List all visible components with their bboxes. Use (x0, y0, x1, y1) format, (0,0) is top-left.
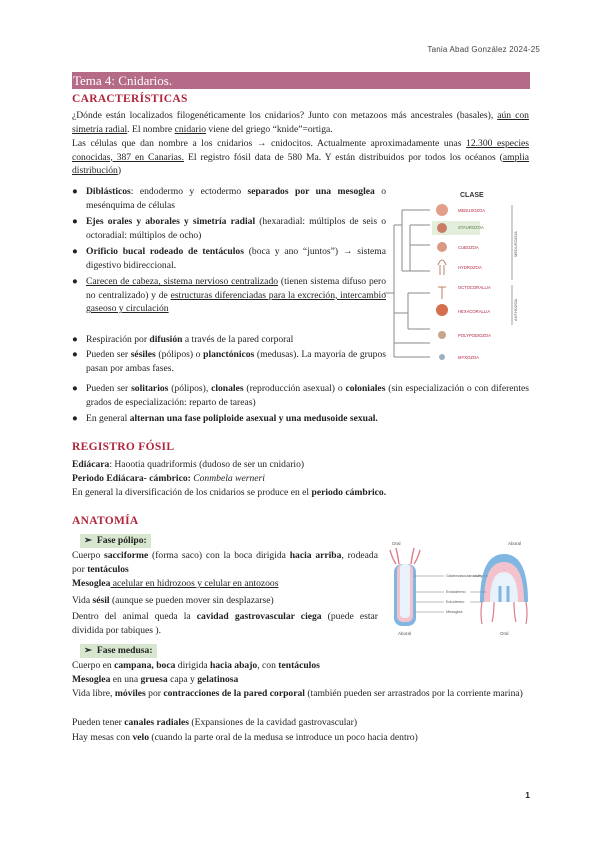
phase-medusa-label: ➢ Fase medusa: (80, 644, 157, 658)
arrow-icon: ➢ (84, 645, 93, 656)
fossil-line-3: En general la diversificación de los cnidarios se produce en el periodo cámbrico. (72, 487, 387, 498)
page-number: 1 (525, 790, 530, 800)
intro-paragraph-2: Las células que dan nombre a los cnidarios → cnidocitos. Actualmente aproximadamente unas 12.300 especies conocidas, 387 en Canarias. El registro fósil data de 580 Ma. Y están distribuidos por todos los océanos (amplia distribución) (72, 138, 529, 177)
polyp-medusa-anatomy-figure (384, 536, 530, 638)
author-header: Tania Abad González 2024-25 (427, 45, 540, 54)
taxon-label: CUBOZOA (458, 245, 479, 250)
medusa-line-1: Cuerpo en campana, boca dirigida hacia abajo, con tentáculos (72, 660, 320, 671)
intro-paragraph-1: ¿Dónde están localizados filogenéticamente los cnidarios? Junto con metazoos más ancestrales (basales), aún con simetría radial. El nombre cnidario viene del griego “knide”=ortiga. (72, 110, 529, 135)
section-caracteristicas: CARACTERÍSTICAS (72, 93, 188, 105)
organism-icon (436, 204, 448, 216)
polyp-diagram (390, 548, 420, 626)
section-anatomia: ANATOMÍA (72, 515, 139, 527)
fossil-line-1: Ediácara: Haootia quadriformis (dudoso de ser un cnidario) (72, 459, 305, 470)
polyp-line-2: Mesoglea acelular en hidrozoos y celular en antozoos (72, 578, 279, 589)
topic-title: Tema 4: Cnidarios. (72, 72, 530, 89)
section-registro: REGISTRO FÓSIL (72, 441, 175, 453)
taxon-label: HYDROZOA (458, 265, 482, 270)
fig-label: Gastrovascular cavity (446, 574, 483, 578)
fig-label: Mesoglea (446, 610, 463, 614)
taxon-label: MYXOZOA (458, 355, 479, 360)
cnidaria-phylogeny-figure (380, 185, 528, 375)
medusa-line-3: Vida libre, móviles por contracciones de la pared corporal (también pueden ser arrastrados por la corriente marina) (72, 688, 523, 699)
fig-label: Aboral (398, 631, 412, 636)
taxon-label: POLYPODIOZOA (458, 333, 491, 338)
taxon-label: STAUROZOA (458, 225, 484, 230)
medusa-line-4: Pueden tener canales radiales (Expansiones de la cavidad gastrovascular) (72, 717, 358, 728)
fig-label: Oral (392, 541, 401, 546)
fig-label: Ectodermo (446, 600, 465, 604)
taxon-label: HEXACORALLIA (458, 309, 491, 314)
polyp-line-1: Cuerpo sacciforme (forma saco) con la boca dirigida hacia arriba, rodeada por tentáculos (72, 550, 378, 575)
phylo-clase-label: CLASE (460, 192, 484, 199)
side-label: ANTHOZOA (513, 298, 518, 321)
phase-polyp-label: ➢ Fase pólipo: (80, 534, 151, 548)
fig-label: Endodermo (446, 590, 466, 594)
polyp-line-4: Dentro del animal queda la cavidad gastrovascular ciega (puede estar dividida por tabiques ). (72, 611, 378, 636)
medusa-line-5: Hay mesas con velo (cuando la parte oral de la medusa se introduce un poco hacia dentro) (72, 732, 418, 743)
medusa-line-2: Mesoglea en una gruesa capa y gelatinosa (72, 674, 239, 685)
fig-label: Aboral (508, 541, 522, 546)
medusa-diagram (480, 554, 528, 624)
arrow-icon: ➢ (84, 535, 93, 546)
fossil-line-2: Periodo Ediácara- cámbrico: Conmbela werneri (72, 473, 265, 484)
fig-label: Oral (500, 631, 509, 636)
taxon-label: OCTOCORALLIA (458, 285, 491, 290)
polyp-line-3: Vida sésil (aunque se pueden mover sin desplazarse) (72, 595, 274, 606)
side-label: MEDUSOZOA (513, 231, 518, 257)
taxon-label: MEDUSOZOA (458, 208, 485, 213)
